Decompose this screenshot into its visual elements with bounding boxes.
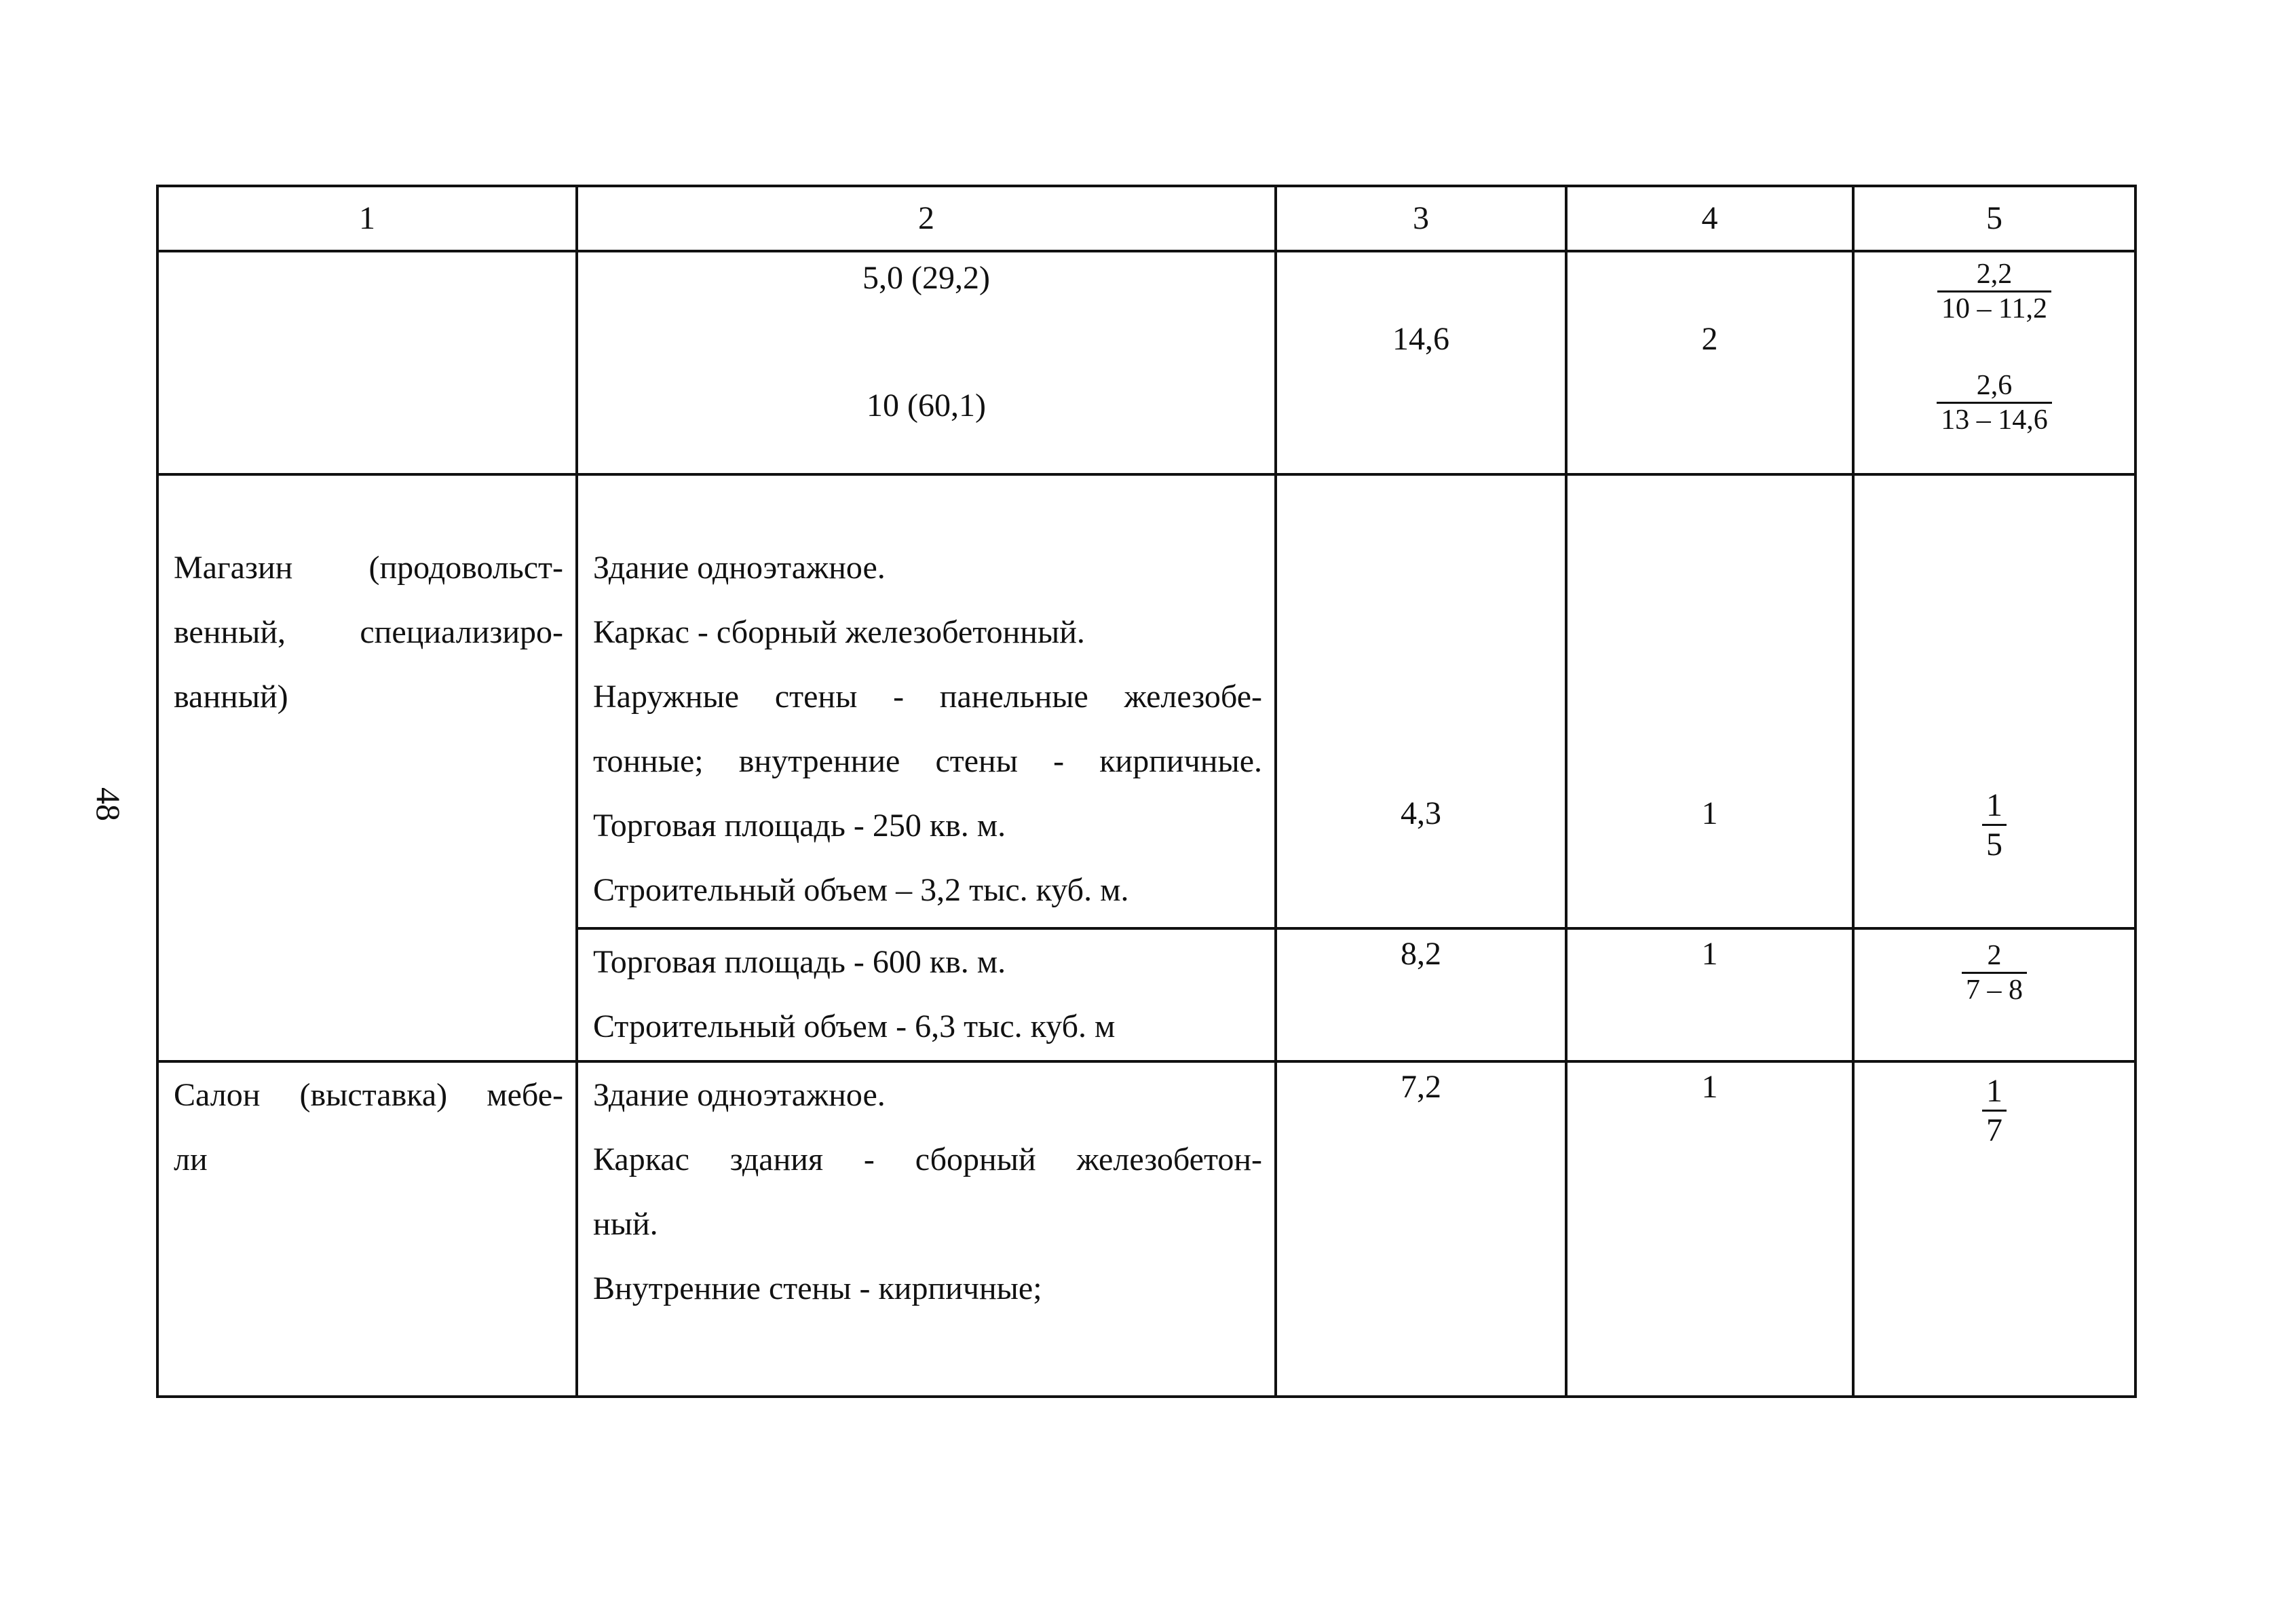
table-cell-col4 xyxy=(1566,1061,1853,1397)
col3-value: 4,3 xyxy=(1401,795,1441,831)
col3-value: 7,2 xyxy=(1401,1069,1441,1105)
text-line: ванный) xyxy=(174,679,288,715)
text-line: Здание одноэтажное. xyxy=(593,550,886,586)
table-cell-empty xyxy=(157,251,577,474)
table-row xyxy=(157,474,2135,928)
text-line: Магазин (продовольст- xyxy=(174,550,563,586)
text-line: Внутренние стены - кирпичные; xyxy=(593,1270,1042,1306)
fraction-denominator: 13 – 14,6 xyxy=(1941,404,2048,436)
col3-value: 8,2 xyxy=(1401,936,1441,972)
table-cell-description xyxy=(577,928,1276,1061)
table-cell-col5 xyxy=(1853,1061,2135,1397)
header-cell-5: 5 xyxy=(1853,186,2135,251)
fraction-denominator: 10 – 11,2 xyxy=(1941,293,2047,325)
table-cell-col4 xyxy=(1566,251,1853,474)
col4-value: 1 xyxy=(1701,936,1718,972)
table-cell-col3 xyxy=(1276,251,1566,474)
text-line: ли xyxy=(174,1141,208,1177)
fraction xyxy=(1982,787,2007,863)
text-line: Каркас здания - сборный железобетон- xyxy=(593,1141,1262,1177)
text-line: венный, специализиро- xyxy=(174,614,563,650)
table-cell-col5 xyxy=(1853,474,2135,928)
col4-value: 1 xyxy=(1701,795,1718,831)
text-line: Наружные стены - панельные железобе- xyxy=(593,679,1262,715)
fraction-denominator: 7 – 8 xyxy=(1966,975,2023,1006)
table-cell-col5 xyxy=(1853,251,2135,474)
text-line: Строительный объем - 6,3 тыс. куб. м xyxy=(593,1008,1116,1044)
fraction xyxy=(1937,369,2052,437)
table-row xyxy=(157,251,2135,474)
col4-value: 1 xyxy=(1701,1069,1718,1105)
capacity-value-2: 10 (60,1) xyxy=(867,388,986,423)
text-line: Салон (выставка) мебе- xyxy=(174,1077,563,1113)
text-line: тонные; внутренние стены - кирпичные. xyxy=(593,743,1262,779)
col3-value: 14,6 xyxy=(1392,321,1449,357)
col4-value: 2 xyxy=(1701,321,1718,357)
table-cell-col3 xyxy=(1276,1061,1566,1397)
table-cell-capacity xyxy=(577,251,1276,474)
fraction-numerator: 1 xyxy=(1982,1072,2007,1112)
text-line: Торговая площадь - 250 кв. м. xyxy=(593,808,1006,844)
fraction-denominator: 5 xyxy=(1986,827,2002,863)
header-cell-2: 2 xyxy=(577,186,1276,251)
text-line: Каркас - сборный железобетонный. xyxy=(593,614,1085,650)
page-number: 48 xyxy=(90,787,128,821)
table-cell-col3 xyxy=(1276,928,1566,1061)
table-cell-description xyxy=(577,1061,1276,1397)
text-line: Здание одноэтажное. xyxy=(593,1077,886,1113)
fraction-numerator: 2,2 xyxy=(1937,258,2051,292)
text-line: ный. xyxy=(593,1206,658,1242)
header-cell-3: 3 xyxy=(1276,186,1566,251)
table-cell-object-name xyxy=(157,1061,577,1397)
table-cell-object-name xyxy=(157,474,577,1061)
fraction xyxy=(1962,939,2027,1007)
fraction-denominator: 7 xyxy=(1986,1112,2002,1149)
table-cell-col5 xyxy=(1853,928,2135,1061)
table-cell-col3 xyxy=(1276,474,1566,928)
table-cell-col4 xyxy=(1566,928,1853,1061)
fraction-numerator: 1 xyxy=(1982,787,2007,826)
fraction xyxy=(1937,258,2051,326)
capacity-value-1: 5,0 (29,2) xyxy=(862,260,990,296)
table-row xyxy=(157,1061,2135,1397)
text-line: Торговая площадь - 600 кв. м. xyxy=(593,944,1006,980)
text-line: Строительный объем – 3,2 тыс. куб. м. xyxy=(593,872,1129,908)
fraction xyxy=(1982,1072,2007,1149)
fraction-numerator: 2,6 xyxy=(1937,369,2052,404)
specification-table xyxy=(156,185,2137,1398)
header-cell-4: 4 xyxy=(1566,186,1853,251)
table-cell-description xyxy=(577,474,1276,928)
table-cell-col4 xyxy=(1566,474,1853,928)
header-row xyxy=(157,186,2135,251)
fraction-numerator: 2 xyxy=(1962,939,2027,974)
header-cell-1: 1 xyxy=(157,186,577,251)
